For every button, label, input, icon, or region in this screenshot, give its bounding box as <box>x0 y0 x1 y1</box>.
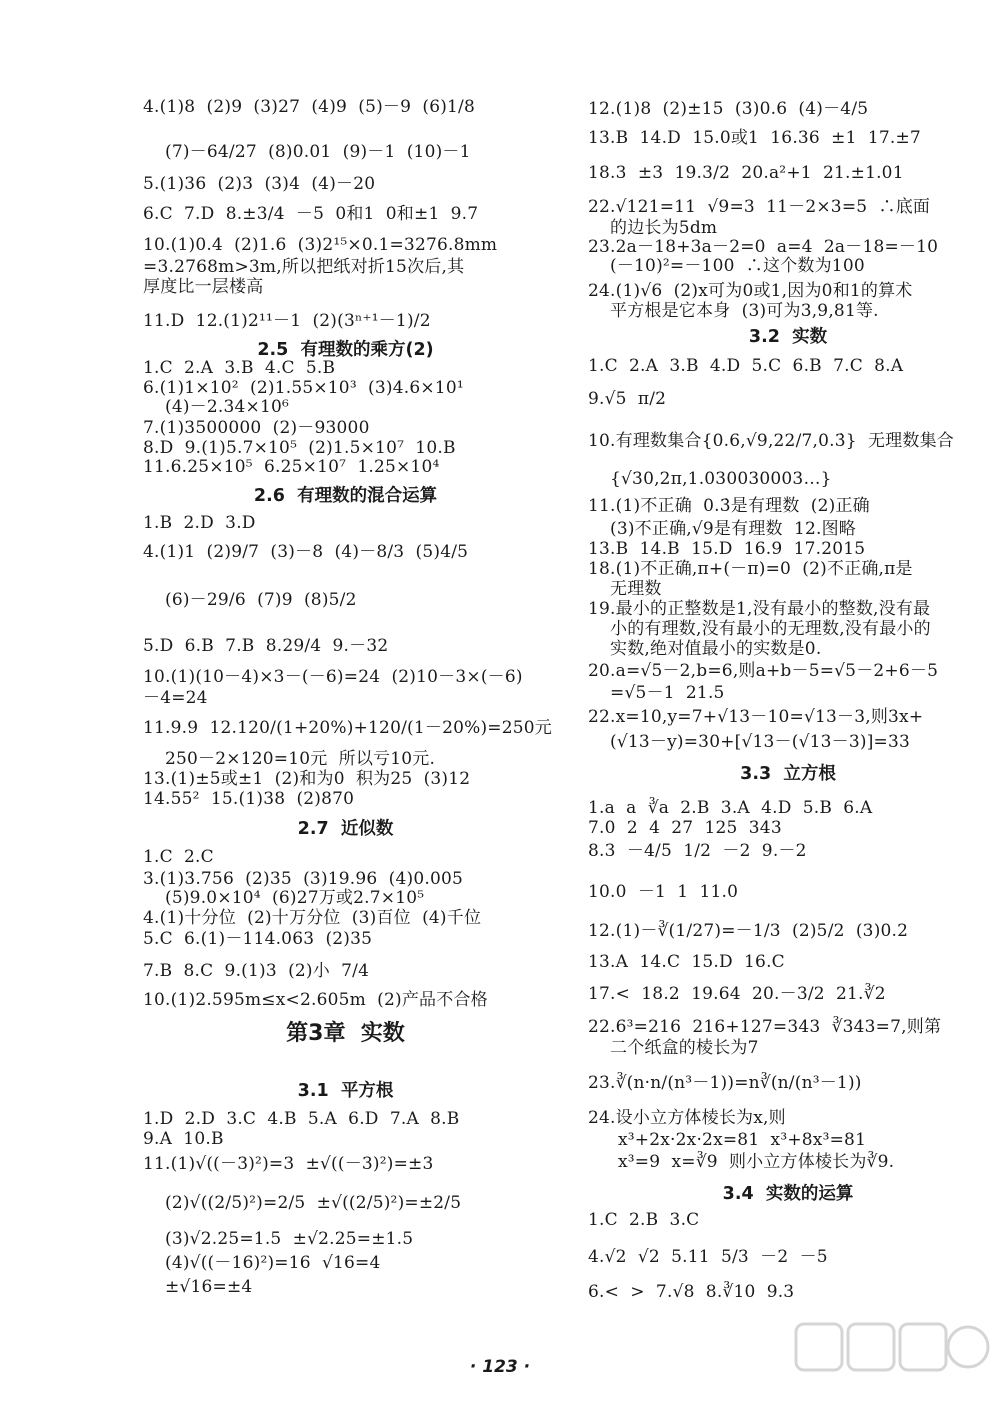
page-number: · 123 · <box>469 1357 531 1377</box>
answer-line: 13.A 14.C 15.D 16.C <box>588 952 785 972</box>
answer-line: 6.< > 7.√8 8.∛10 9.3 <box>588 1282 795 1302</box>
answer-line: 8.D 9.(1)5.7×10⁵ (2)1.5×10⁷ 10.B <box>143 438 456 458</box>
section-heading: 2.6 有理数的混合运算 <box>253 486 438 506</box>
answer-line: (3)√2.25=1.5 ±√2.25=±1.5 <box>165 1229 414 1249</box>
answer-line: 18.3 ±3 19.3/2 20.a²+1 21.±1.01 <box>588 163 904 183</box>
answer-line: 实数,绝对值最小的实数是0. <box>610 639 822 659</box>
answer-line: 11.D 12.(1)2¹¹－1 (2)(3ⁿ⁺¹－1)/2 <box>143 311 431 331</box>
answer-line: 7.(1)3500000 (2)－93000 <box>143 418 370 438</box>
answer-line: 22.√121=11 √9=3 11－2×3=5 ∴底面 <box>588 197 931 217</box>
answer-line: x³=9 x=∛9 则小立方体棱长为∛9. <box>618 1152 895 1172</box>
answer-line: (3)不正确,√9是有理数 12.图略 <box>610 519 856 539</box>
answer-line: 8.3 －4/5 1/2 －2 9.－2 <box>588 841 807 861</box>
answer-line: 250－2×120=10元 所以亏10元. <box>165 749 436 769</box>
answer-line: 20.a=√5－2,b=6,则a+b－5=√5－2+6－5 <box>588 661 939 681</box>
chapter-title: 第3章 实数 <box>286 1021 405 1046</box>
answer-line: =3.2768m>3m,所以把纸对折15次后,其 <box>143 257 465 277</box>
answer-line: 6.C 7.D 8.±3/4 －5 0和1 0和±1 9.7 <box>143 204 479 224</box>
answer-line: 11.(1)√((－3)²)=3 ±√((－3)²)=±3 <box>143 1154 434 1174</box>
answer-line: (4)√((－16)²)=16 √16=4 <box>165 1253 381 1273</box>
answer-line: 5.D 6.B 7.B 8.29/4 9.－32 <box>143 636 389 656</box>
answer-line: (4)－2.34×10⁶ <box>165 397 290 417</box>
answer-line: =√5－1 21.5 <box>610 683 725 703</box>
answer-line: 厚度比一层楼高 <box>143 277 264 297</box>
answer-line: 24.设小立方体棱长为x,则 <box>588 1108 786 1128</box>
answer-line: 1.a a ∛a 2.B 3.A 4.D 5.B 6.A <box>588 798 873 818</box>
answer-line: 18.(1)不正确,π+(－π)=0 (2)不正确,π是 <box>588 559 913 579</box>
section-heading: 3.3 立方根 <box>740 764 836 784</box>
section-heading: 3.4 实数的运算 <box>722 1184 854 1204</box>
answer-line: 22.6³=216 216+127=343 ∛343=7,则第 <box>588 1017 942 1037</box>
answer-line: 13.B 14.B 15.D 16.9 17.2015 <box>588 539 866 559</box>
answer-line: 10.(1)(10－4)×3－(－6)=24 (2)10－3×(－6) <box>143 667 523 687</box>
answer-line: 无理数 <box>610 579 662 599</box>
watermark-graphic <box>790 1318 995 1398</box>
answer-line: 17.< 18.2 19.64 20.－3/2 21.∛2 <box>588 984 886 1004</box>
answer-line: 1.C 2.A 3.B 4.D 5.C 6.B 7.C 8.A <box>588 356 904 376</box>
section-heading: 2.7 近似数 <box>297 819 394 839</box>
answer-line: (2)√((2/5)²)=2/5 ±√((2/5)²)=±2/5 <box>165 1193 462 1213</box>
answer-line: 9.√5 π/2 <box>588 389 667 409</box>
answer-line: 4.√2 √2 5.11 5/3 －2 －5 <box>588 1247 828 1267</box>
answer-line: 13.B 14.D 15.0或1 16.36 ±1 17.±7 <box>588 128 921 148</box>
answer-line: 4.(1)十分位 (2)十万分位 (3)百位 (4)千位 <box>143 908 482 928</box>
answer-line: 23.2a－18+3a－2=0 a=4 2a－18=－10 <box>588 237 939 257</box>
answer-line: x³+2x·2x·2x=81 x³+8x³=81 <box>618 1130 867 1150</box>
answer-line: 7.B 8.C 9.(1)3 (2)小 7/4 <box>143 961 370 981</box>
answer-line: 11.6.25×10⁵ 6.25×10⁷ 1.25×10⁴ <box>143 457 440 477</box>
answer-line: 平方根是它本身 (3)可为3,9,81等. <box>610 301 879 321</box>
answer-line: 12.(1)－∛(1/27)=－1/3 (2)5/2 (3)0.2 <box>588 921 909 941</box>
answer-line: 12.(1)8 (2)±15 (3)0.6 (4)－4/5 <box>588 99 869 119</box>
section-heading: 2.5 有理数的乘方(2) <box>257 340 434 360</box>
answer-line: 5.(1)36 (2)3 (3)4 (4)－20 <box>143 174 376 194</box>
answer-line: 5.C 6.(1)－114.063 (2)35 <box>143 929 373 949</box>
answer-line: 9.A 10.B <box>143 1129 224 1149</box>
answer-line: {√30,2π,1.030030003…} <box>610 469 832 489</box>
answer-line: 小的有理数,没有最小的无理数,没有最小的 <box>610 619 931 639</box>
answer-line: (－10)²=－100 ∴这个数为100 <box>610 256 865 276</box>
answer-line: 1.B 2.D 3.D <box>143 513 256 533</box>
answer-line: (5)9.0×10⁴ (6)27万或2.7×10⁵ <box>165 888 425 908</box>
section-heading: 3.2 实数 <box>748 327 828 347</box>
answer-line: 19.最小的正整数是1,没有最小的整数,没有最 <box>588 599 931 619</box>
answer-line: 3.(1)3.756 (2)35 (3)19.96 (4)0.005 <box>143 869 463 889</box>
answer-line: 的边长为5dm <box>610 218 718 238</box>
answer-line: 二个纸盒的棱长为7 <box>610 1038 759 1058</box>
answer-line: 4.(1)1 (2)9/7 (3)－8 (4)－8/3 (5)4/5 <box>143 542 469 562</box>
answer-line: 22.x=10,y=7+√13－10=√13－3,则3x+ <box>588 707 924 727</box>
section-heading: 3.1 平方根 <box>297 1081 394 1101</box>
answer-line: 11.(1)不正确 0.3̇是有理数 (2)正确 <box>588 496 870 516</box>
answer-line: 1.C 2.B 3.C <box>588 1210 700 1230</box>
answer-line: 6.(1)1×10² (2)1.55×10³ (3)4.6×10¹ <box>143 378 464 398</box>
answer-line: (6)－29/6 (7)9 (8)5/2 <box>165 590 357 610</box>
answer-line: 11.9.9 12.120/(1+20%)+120/(1－20%)=250元 <box>143 718 552 738</box>
answer-line: －4=24 <box>143 688 208 708</box>
answer-line: (7)－64/27 (8)0.01 (9)－1 (10)－1 <box>165 142 471 162</box>
answer-line: 24.(1)√6 (2)x可为0或1,因为0和1的算术 <box>588 281 913 301</box>
answer-line: (√13－y)=30+[√13－(√13－3)]=33 <box>610 732 911 752</box>
answer-line: 1.C 2.C <box>143 847 214 867</box>
answer-line: 10.(1)2.595m≤x<2.605m (2)产品不合格 <box>143 990 488 1010</box>
answer-line: 10.0 －1 1 11.0 <box>588 882 739 902</box>
answer-line: 7.0 2 4 27 125 343 <box>588 818 782 838</box>
answer-line: 4.(1)8 (2)9 (3)27 (4)9 (5)－9 (6)1/8 <box>143 97 475 117</box>
answer-line: 23.∛(n·n/(n³－1))=n∛(n/(n³－1)) <box>588 1073 862 1093</box>
answer-line: 1.D 2.D 3.C 4.B 5.A 6.D 7.A 8.B <box>143 1109 460 1129</box>
answer-line: ±√16=±4 <box>165 1277 253 1297</box>
answer-line: 14.55² 15.(1)38 (2)870 <box>143 789 355 809</box>
answer-line: 13.(1)±5或±1 (2)和为0 积为25 (3)12 <box>143 769 471 789</box>
answer-line: 1.C 2.A 3.B 4.C 5.B <box>143 358 336 378</box>
answer-line: 10.有理数集合{0.6,√9,22/7,0.3̇} 无理数集合 <box>588 431 954 451</box>
answer-line: 10.(1)0.4 (2)1.6 (3)2¹⁵×0.1=3276.8mm <box>143 235 498 255</box>
watermark-logo-icon <box>790 1318 995 1398</box>
